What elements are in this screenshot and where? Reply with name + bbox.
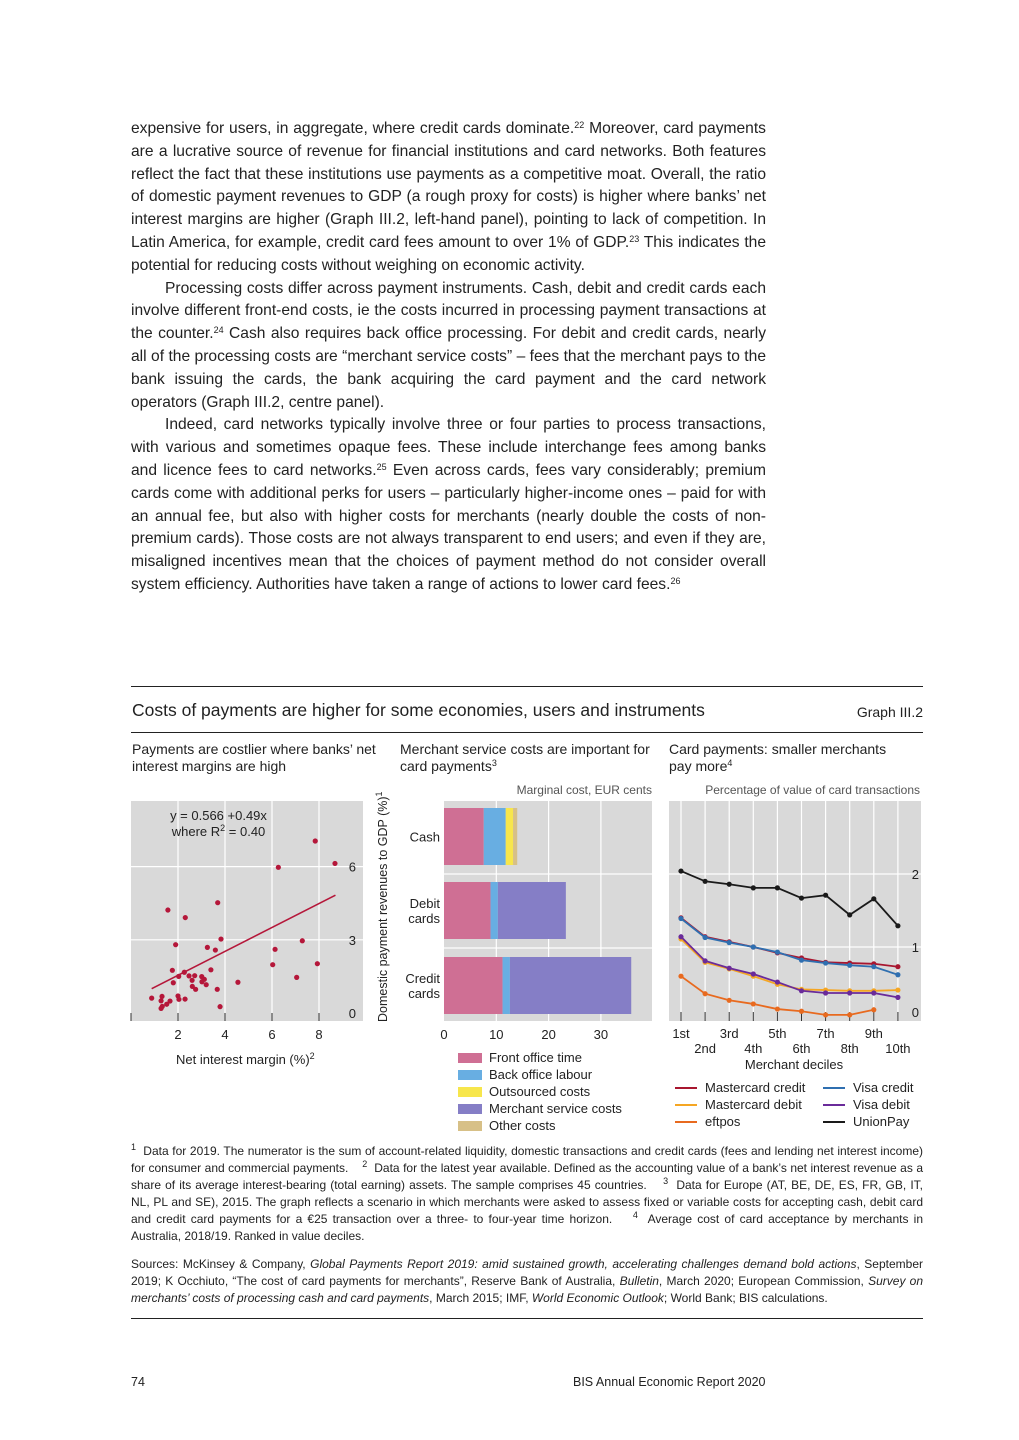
paragraph-3: Indeed, card networks typically involve three or four parties to process transactions, with various and sometimes opaque fees. These include interchange fees among banks and licence fees to card networks.$^{25}$ Even across cards, fees vary considerably; premium cards come with additional perks for users – particularly higher-income ones – paid for with an annual fee, but also with higher costs for merchants (nearly double the costs of non-premium cards). Those costs are not always transparent to end users; and even if they are, misaligned incentives mean that the choices of payment method do not consider overall system efficiency. Authorities have taken a range of actions to lower card fees.$^{26}$	[131, 416, 767, 593]
svg-text:8th: 8th	[840, 1041, 859, 1056]
centre-panel-title: Merchant service costs are important for card payments$^3$	[400, 741, 650, 774]
scatter-point	[213, 947, 218, 952]
legend-item: Other costs	[458, 1117, 622, 1134]
scatter-point	[192, 973, 197, 978]
svg-text:20: 20	[541, 1027, 556, 1042]
scatter-point	[183, 915, 188, 920]
scatter-point	[272, 947, 277, 952]
scatter-point	[165, 907, 170, 912]
right-unit-label: Percentage of value of card transactions	[705, 783, 920, 797]
svg-text:2: 2	[911, 867, 919, 882]
scatter-point	[158, 1006, 163, 1011]
svg-text:6: 6	[268, 1027, 276, 1042]
line-legend	[675, 1079, 933, 1130]
svg-text:6th: 6th	[792, 1041, 811, 1056]
scatter-point	[170, 968, 175, 973]
bar-segment	[498, 882, 566, 939]
scatter-point	[208, 967, 213, 972]
svg-text:4: 4	[221, 1027, 229, 1042]
graph-number: Graph III.2	[856, 704, 923, 720]
scatter-point	[149, 996, 154, 1001]
legend-line	[675, 1104, 697, 1106]
legend-item: eftpos	[675, 1113, 823, 1130]
scatter-point	[235, 980, 240, 985]
legend-swatch	[458, 1104, 482, 1114]
legend-swatch	[458, 1070, 482, 1080]
scatter-point	[176, 997, 181, 1002]
svg-text:1: 1	[911, 940, 919, 955]
svg-text:cards: cards	[408, 911, 440, 926]
svg-text:Cash: Cash	[409, 829, 440, 845]
scatter-point	[300, 938, 305, 943]
svg-text:9th: 9th	[864, 1026, 883, 1041]
footnotes: $^1$ Data for 2019. The numerator is the sum of account-related liquidity, domestic transactions and credit cards (fees and lending net interest income) for consumer and commercial payments. $^2$ Data for the latest year available. Defined as the accounting value of a bank’s net interest revenue as a share of its average interest-bearing (total earning) assets. The sample comprises 45 countries. $^3$ Data for Europe (AT, BE, DE, ES, FR, GB, IT, NL, PL and SE), 2015. The graph reflects a scenario in which merchants were asked to assess fixed or variable costs for accepting cash, debit card and credit card payments for a €25 transaction over a three- to four-year time horizon. $^4$ Average cost of card acceptance by merchants in Australia, 2018/19. Ranked in value deciles.	[131, 1142, 923, 1243]
svg-text:3: 3	[348, 932, 356, 948]
scatter-point	[176, 974, 181, 979]
line-xlabel: Merchant deciles	[744, 1057, 844, 1072]
svg-text:Debit: Debit	[409, 896, 440, 911]
scatter-point	[276, 865, 281, 870]
svg-text:2nd: 2nd	[694, 1041, 716, 1056]
scatter-xlabel: Net interest margin (%)$^2$	[176, 1051, 315, 1067]
svg-text:cards: cards	[408, 986, 440, 1001]
scatter-point	[294, 975, 299, 980]
footnote-ref[interactable]: 22	[574, 120, 585, 130]
bar-segment	[513, 808, 517, 865]
bar-segment	[444, 808, 484, 865]
scatter-point	[315, 961, 320, 966]
publication-title: BIS Annual Economic Report 2020	[573, 1375, 766, 1389]
legend-item: Outsourced costs	[458, 1083, 622, 1100]
bar-segment	[510, 957, 631, 1014]
legend-swatch	[458, 1087, 482, 1097]
bar-segment	[506, 808, 513, 865]
legend-line	[823, 1121, 845, 1123]
svg-text:0: 0	[911, 1005, 919, 1020]
svg-text:2: 2	[174, 1027, 182, 1042]
svg-text:30: 30	[593, 1027, 609, 1042]
bar-segment	[444, 882, 491, 939]
bar-segment	[444, 957, 503, 1014]
bar-segment	[491, 882, 498, 939]
footnote-ref[interactable]: 23	[629, 233, 640, 244]
legend-swatch	[458, 1121, 482, 1131]
legend-item: Merchant service costs	[458, 1100, 622, 1117]
scatter-point	[218, 936, 223, 941]
scatter-point	[204, 982, 209, 987]
scatter-point	[215, 900, 220, 905]
bar-segment	[484, 808, 506, 865]
scatter-point	[193, 987, 198, 992]
scatter-point	[159, 994, 164, 999]
bar-legend	[458, 1049, 622, 1134]
legend-line	[823, 1104, 845, 1106]
legend-item: Mastercard debit	[675, 1096, 823, 1113]
svg-text:7th: 7th	[816, 1026, 835, 1041]
legend-item: Mastercard credit	[675, 1079, 823, 1096]
svg-text:0: 0	[348, 1006, 356, 1021]
right-panel-title: Card payments: smaller merchants pay more$^4$	[669, 741, 887, 774]
scatter-point	[164, 1002, 169, 1007]
scatter-point	[186, 973, 191, 978]
legend-item: Front office time	[458, 1049, 622, 1066]
svg-text:10: 10	[489, 1027, 504, 1042]
scatter-point	[205, 945, 210, 950]
graph-bottom-rule	[131, 1318, 923, 1319]
legend-line	[675, 1121, 697, 1123]
footnote-ref[interactable]: 25	[376, 461, 387, 472]
footnote-ref[interactable]: 24	[213, 325, 224, 336]
svg-text:6: 6	[348, 859, 356, 875]
scatter-point	[199, 979, 204, 984]
svg-text:10th: 10th	[885, 1041, 911, 1056]
scatter-point	[182, 970, 187, 975]
legend-line	[675, 1087, 697, 1089]
svg-text:0: 0	[440, 1027, 448, 1042]
legend-line	[823, 1087, 845, 1089]
legend-item: Visa debit	[823, 1096, 933, 1113]
legend-item: UnionPay	[823, 1113, 933, 1130]
scatter-point	[215, 987, 220, 992]
svg-text:3rd: 3rd	[719, 1026, 739, 1041]
centre-unit-label: Marginal cost, EUR cents	[516, 783, 652, 797]
legend-item: Visa credit	[823, 1079, 933, 1096]
svg-text:Credit: Credit	[405, 971, 440, 986]
sources: Sources: McKinsey & Company, Global Payments Report 2019: amid sustained growth, accelerating challenges demand bold actions, September 2019; K Occhiuto, “The cost of card payments for merchants”, Reserve Bank of Australia, Bulletin, March 2020; European Commission, Survey on merchants’ costs of processing cash and card payments, March 2015; IMF, World Economic Outlook; World Bank; BIS calculations.	[131, 1257, 924, 1305]
left-panel-title: Payments are costlier where banks’ net interest margins are high	[132, 741, 376, 774]
footnote-ref[interactable]: 26	[670, 575, 681, 586]
bar-segment	[503, 957, 510, 1014]
scatter-point	[158, 998, 163, 1003]
paragraph-2: Processing costs differ across payment instruments. Cash, debit and credit cards each involve different front-end costs, ie the costs incurred in processing payment transactions at the counter.$^{24}$ Cash also requires back office processing. For debit and credit cards, nearly all of the processing costs are “merchant service costs” – fees that the merchant pays to the bank issuing the cards, the bank acquiring the card payment and the card network operators (Graph III.2, centre panel).	[131, 279, 767, 411]
regression-annotation: y = 0.566 +0.49x where $R^2 = 0.40$	[170, 808, 267, 839]
svg-text:1st: 1st	[672, 1026, 690, 1041]
scatter-point	[332, 861, 337, 866]
svg-text:4th: 4th	[744, 1041, 763, 1056]
graph-title: Costs of payments are higher for some economies, users and instruments	[132, 700, 705, 720]
legend-item: Back office labour	[458, 1066, 622, 1083]
legend-swatch	[458, 1053, 482, 1063]
scatter-point	[190, 978, 195, 983]
scatter-ylabel: Domestic payment revenues to GDP (%)$^1$	[374, 791, 390, 1022]
scatter-point	[182, 996, 187, 1001]
scatter-point	[270, 962, 275, 967]
svg-text:8: 8	[315, 1027, 323, 1042]
svg-text:5th: 5th	[768, 1026, 787, 1041]
scatter-point	[217, 1004, 222, 1009]
paragraph-1: expensive for users, in aggregate, where credit cards dominate.$^{22}$ Moreover, card payments are a lucrative source of revenue for financial institutions and card networks. Both features reflect the fact that these institutions use payments as a competitive moat. Overall, the ratio of domestic payment revenues to GDP (a rough proxy for costs) is higher where banks’ net interest margins are higher (Graph III.2, left-hand panel), pointing to lack of competition. In Latin America, for example, credit card fees amount to over 1% of GDP.$^{23}$ This indicates the potential for reducing costs without weighing on economic activity.	[131, 120, 767, 274]
scatter-point	[173, 942, 178, 947]
scatter-point	[313, 838, 318, 843]
scatter-point	[171, 980, 176, 985]
page-number: 74	[131, 1375, 145, 1389]
